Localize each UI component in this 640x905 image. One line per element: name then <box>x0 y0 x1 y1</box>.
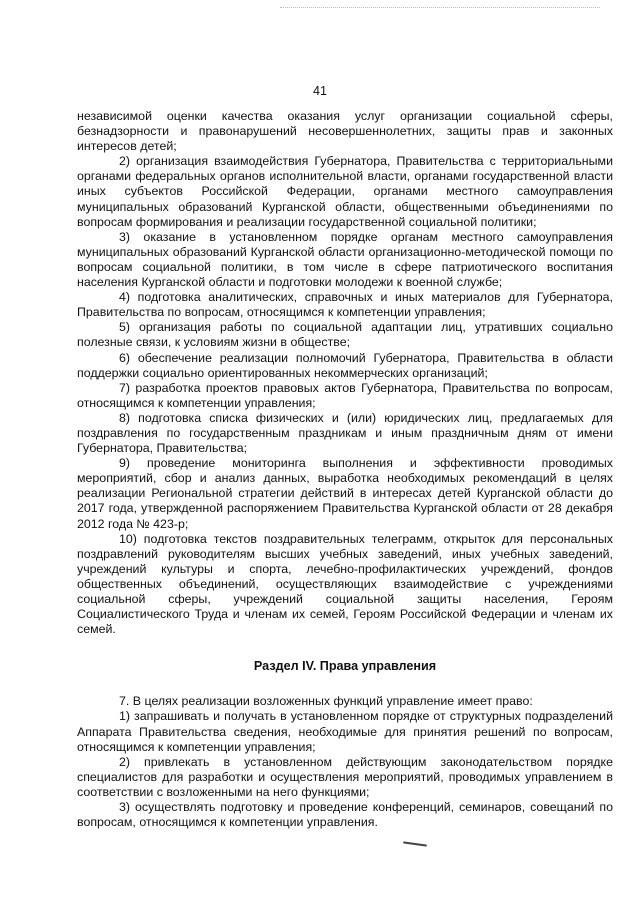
pen-mark <box>403 841 427 846</box>
right-item-1: 1) запрашивать и получать в установленном порядке от структурных подразделений Аппарата Правительства сведения, необходимые для принятия решений по вопросам, относящимся к компетенции управления; <box>77 709 613 754</box>
scan-artifact <box>280 7 600 9</box>
list-item-8: 8) подготовка списка физических и (или) юридических лиц, предлагаемых для поздравления по государственным праздникам и иным праздничным дням от имени Губернатора, Правительства; <box>77 410 613 456</box>
list-item-6: 6) обеспечение реализации полномочий Губернатора, Правительства в области поддержки социально ориентированных некоммерческих организаций; <box>77 350 613 380</box>
list-item-10: 10) подготовка текстов поздравительных телеграмм, открыток для персональных поздравлений руководителям высших учебных заведений, иных учебных заведений, учреждений культуры и спорта, лечебно-профилактических учреждений, фондов общественных объединений, осуществляющих взаимодействие с учреждениями социальной сферы, учреждений социальной защиты населения, Героям Социалистического Труда и членам их семей, Героям Российской Федерации и членам их семей. <box>77 531 613 637</box>
document-body <box>77 109 613 830</box>
clause-7: 7. В целях реализации возложенных функций управление имеет право: <box>119 694 533 709</box>
right-item-2: 2) привлекать в установленном действующим законодательством порядке специалистов для разработки и осуществления мероприятий, проводимых управлением в соответствии с возложенными на него функциями; <box>77 754 613 799</box>
list-item-3: 3) оказание в установленном порядке органам местного самоуправления муниципальных образований Курганской области организационно-методической помощи по вопросам социальной политики, в том числе в сфере патриотического воспитания населения Курганской области и подготовки молодежи к военной службе; <box>77 229 613 290</box>
list-item-2: 2) организация взаимодействия Губернатора, Правительства с территориальными органами федеральных органов исполнительной власти, органами государственной власти иных субъектов Российской Федерации, органами местного самоуправления муниципальных образований Курганской области, общественными объединениями по вопросам формирования и реализации государственной социальной политики; <box>77 154 613 229</box>
section-title: Раздел IV. Права управления <box>253 659 437 674</box>
paragraph-continuation: независимой оценки качества оказания услуг организации социальной сферы, безнадзорности и правонарушений несовершеннолетних, защиты прав и законных интересов детей; <box>77 109 613 154</box>
list-item-5: 5) организация работы по социальной адаптации лиц, утративших социально полезные связи, к условиям жизни в обществе; <box>77 320 613 350</box>
page-number: 41 <box>313 84 327 98</box>
right-item-3: 3) осуществлять подготовку и проведение конференций, семинаров, совещаний по вопросам, относящимся к компетенции управления. <box>77 800 613 830</box>
list-item-7: 7) разработка проектов правовых актов Губернатора, Правительства по вопросам, относящимся к компетенции управления; <box>77 380 613 410</box>
list-item-9: 9) проведение мониторинга выполнения и эффективности проводимых мероприятий, сбор и анализ данных, выработка необходимых рекомендаций в целях реализации Региональной стратегии действий в интересах детей Курганской области до 2017 года, утвержденной распоряжением Правительства Курганской области от 28 декабря 2012 года № 423-р; <box>77 456 613 531</box>
list-item-4: 4) подготовка аналитических, справочных и иных материалов для Губернатора, Правительства по вопросам, относящимся к компетенции управления; <box>77 290 613 320</box>
